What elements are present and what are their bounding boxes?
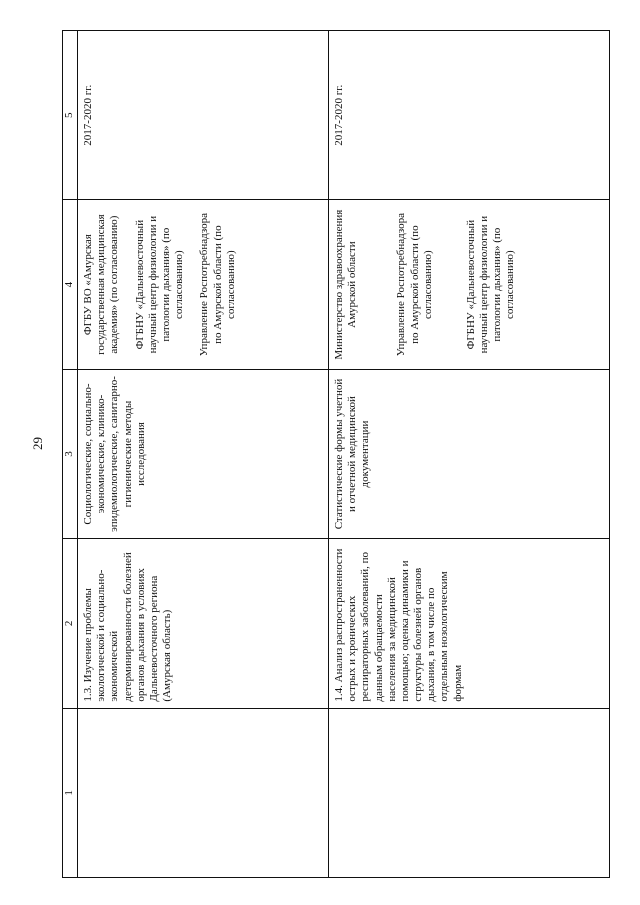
header-cell: 1 bbox=[63, 708, 78, 877]
executor-item: ФГБНУ «Дальневосточный научный центр физиологии и патологии дыхания» (по согласованию) bbox=[464, 215, 517, 354]
header-cell: 5 bbox=[63, 31, 78, 200]
header-cell: 2 bbox=[63, 539, 78, 708]
activities-table bbox=[62, 30, 610, 878]
header-cell: 3 bbox=[63, 369, 78, 538]
header-cell: 4 bbox=[63, 200, 78, 369]
executor-item: ФГБУ ВО «Амурская государственная медицинская академия» (по согласованию) bbox=[82, 214, 121, 355]
row-number-cell bbox=[328, 708, 609, 877]
methods-cell: Статистические формы учетной и отчетной медицинской документации bbox=[328, 369, 609, 538]
executors-cell bbox=[78, 200, 329, 369]
row-number-cell bbox=[78, 708, 329, 877]
page-number: 29 bbox=[30, 437, 45, 450]
table-header-row bbox=[63, 31, 78, 878]
activity-cell: 1.4. Анализ распространенности острых и хронических респираторных заболеваний, по данным обращаемости населения за медицинской помощью; оценка динамики и структуры болезней органов дыхания, в том числе по отдельным нозологическим формам bbox=[328, 539, 609, 708]
executor-item: Управление Роспотребнадзора по Амурской области (по согласованию) bbox=[198, 213, 237, 357]
table-row bbox=[78, 31, 329, 878]
executor-item: Министерство здравоохранения Амурской области bbox=[332, 209, 359, 360]
period-cell: 2017-2020 гг. bbox=[328, 31, 609, 200]
executor-item: Управление Роспотребнадзора по Амурской области (по согласованию) bbox=[395, 213, 434, 357]
activity-cell: 1.3. Изучение проблемы экологической и социально-экономической детерминированности болезней органов дыхания в условиях Дальневосточного региона (Амурская область) bbox=[78, 539, 329, 708]
table-row bbox=[328, 31, 609, 878]
period-cell: 2017-2020 гг. bbox=[78, 31, 329, 200]
methods-cell: Социологические, социально-экономические, клинико-эпидемиологические, санитарно-гигиенические методы исследования bbox=[78, 369, 329, 538]
executor-item: ФГБНУ «Дальневосточный научный центр физиологии и патологии дыхания» (по согласованию) bbox=[133, 215, 186, 354]
executors-cell bbox=[328, 200, 609, 369]
